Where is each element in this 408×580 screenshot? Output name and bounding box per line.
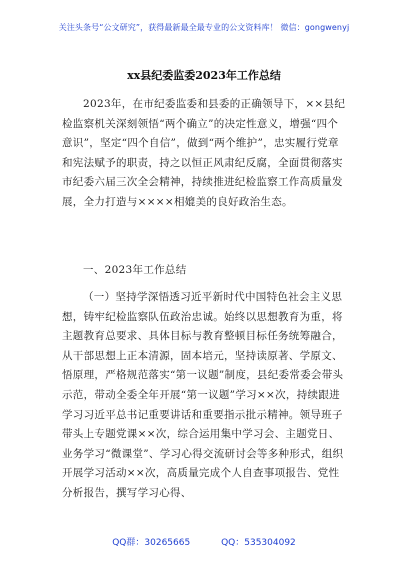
section-body xyxy=(62,288,346,504)
intro-paragraph: 2023年，在市纪委监委和县委的正确领导下，××县纪检监察机关深刻领悟“两个确立”的决定性意义，增强“四个意识”，坚定“四个自信”，做到“两个维护”，忠实履行党章和宪法赋予的职责，持之以恒正风肃纪反腐，全面贯彻落实市纪委六届三次全会精神，持续推进纪检监察工作高质量发展，全力打造与××××相媲美的良好政治生态。 xyxy=(62,98,346,208)
intro-block xyxy=(62,95,346,213)
section-heading: 一、2023年工作总结 xyxy=(83,264,187,276)
footer-qq-group: QQ群：30265665 xyxy=(112,538,191,548)
header-note: 关注头条号“公文研究”，获得最新最全最专业的公文资料库！ 微信：gongwenyj xyxy=(58,23,350,32)
document-title: xx县纪委监委2023年工作总结 xyxy=(127,69,281,82)
footer-qq: QQ：535304092 xyxy=(221,538,296,548)
body-paragraph: （一）坚持学深悟透习近平新时代中国特色社会主义思想，铸牢纪检监察队伍政治忠诚。始终以思想教育为重，将主题教育总要求、具体目标与教育整顿目标任务统筹融合，从干部思想上正本清源，固本培元，坚持读原著、学原文、悟原理，严格规范落实“第一议题”制度，县纪委常委会带头示范，带动全委全年开展“第一议题”学习××次，持续跟进学习习近平总书记重要讲话和重要指示批示精神。领导班子带头上专题党课××次，综合运用集中学习会、主题党日、业务学习“微课堂”、学习心得交流研讨会等多种形式，组织开展学习活动××次，高质量完成个人自查事项报告、党性分析报告，撰写学习心得、 xyxy=(62,291,344,499)
footer-contact xyxy=(0,535,408,548)
